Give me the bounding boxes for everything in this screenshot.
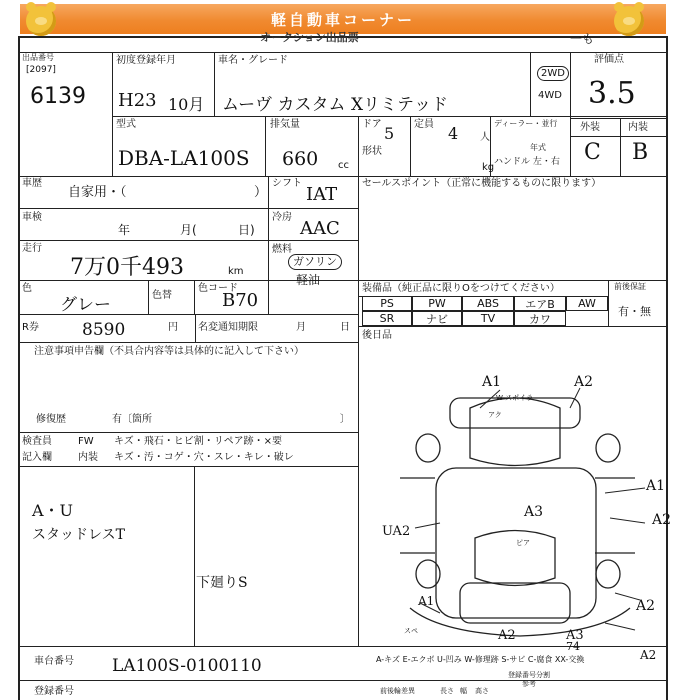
shift-value: IAT (306, 184, 338, 205)
mileage-unit: km (228, 266, 244, 277)
inspector-label: 検査員 (22, 436, 52, 447)
fuel-diesel: 軽油 (296, 273, 321, 287)
diag-small-ak: アク (488, 411, 502, 419)
history-value: 自家用・（ (68, 185, 127, 200)
lot-sub-number: [2097] (26, 65, 56, 75)
bottom-partial-2: 長さ (440, 687, 454, 695)
interior-label: 内装 (628, 122, 648, 133)
drive-4wd: 4WD (538, 90, 562, 101)
mileage-value: 7万0千493 (70, 255, 184, 280)
bottom-partial-4: 高さ (475, 687, 489, 695)
chassis-label: 車台番号 (34, 656, 74, 667)
fw-head: FW (78, 436, 94, 447)
inspection-month: 月( (180, 223, 197, 237)
color-change-label: 色替 (152, 290, 172, 301)
bear-left-icon (26, 6, 56, 36)
doors-label: ドア (362, 119, 382, 130)
change-date-label: 名変通知期限 (198, 322, 258, 333)
equip-abs: ABS (462, 296, 514, 311)
rating-label: 評価点 (594, 54, 624, 65)
weight-unit: kg (482, 162, 495, 173)
fuel-label: 燃料 (272, 244, 292, 255)
lot-number: 6139 (30, 84, 86, 109)
exterior-grade: C (584, 140, 601, 165)
mark-a2-lower-right: A2 (636, 598, 656, 614)
rating-value: 3.5 (588, 76, 636, 111)
sales-point-label: セールスポイント（正常に機能するものに限ります） (362, 178, 602, 189)
sheet-partial-title: オークション出品票 (260, 31, 359, 44)
warranty-label: 前後保証 (614, 282, 646, 291)
capacity-value: 4 (448, 124, 459, 143)
inspection-label: 車検 (22, 212, 42, 223)
interior-head: 内装 (78, 452, 98, 463)
mark-a2-rear: A2 (640, 648, 657, 662)
history-label: 車歴 (22, 178, 42, 189)
bottom-partial-5: 登録番号分割 (508, 671, 550, 679)
equipment-label: 装備品（純正品に限りOをつけてください） (362, 283, 560, 294)
model-label: 車名・グレード (218, 55, 288, 66)
mark-a2-right: A2 (652, 512, 672, 528)
damage-legend: A-キズ E-エクボ U-凹み W-修理跡 S-サビ C-腐食 XX-交換 (376, 655, 585, 664)
diag-small-spoiler: W-スポイラ (496, 394, 534, 402)
type-value: DBA-LA100S (118, 146, 250, 170)
bottom-partial-1: 前後輪差異 (380, 687, 415, 695)
repair-close: 〕 (340, 414, 350, 425)
doors-value: 5 (384, 124, 395, 143)
equip-airbag: エアB (514, 296, 566, 311)
displacement-unit: cc (338, 160, 349, 171)
mark-a3-bottom: A3 (566, 628, 584, 643)
mark-a2-bottom: A2 (498, 628, 516, 643)
dealer-label: ディーラー・並行 (494, 119, 558, 128)
equip-aw: AW (566, 296, 608, 311)
note-au: A・U (32, 501, 74, 520)
cooler-label: 冷房 (272, 212, 292, 223)
capacity-label: 定員 (414, 119, 434, 130)
warranty-value: 有・無 (618, 305, 651, 318)
lot-label: 出品番号 (22, 53, 54, 62)
mark-ua2-left: UA2 (382, 524, 411, 539)
top-right-note: 一も (570, 32, 595, 46)
shape-label: 形状 (362, 146, 382, 157)
registration-month: 10月 (168, 95, 205, 114)
displacement-label: 排気量 (270, 119, 300, 130)
entry-label: 記入欄 (22, 452, 52, 463)
mark-a1-lower-left: A1 (418, 594, 435, 608)
diag-small-pia: ピア (516, 539, 530, 547)
bottom-partial-6: 参考 (522, 680, 536, 688)
capacity-unit: 人 (480, 132, 490, 143)
type-label: 型式 (116, 119, 136, 130)
history-close: ） (254, 185, 268, 200)
handle-label: ハンドル 左・右 (494, 157, 560, 167)
recycle-label: R券 (22, 322, 39, 333)
exterior-label: 外装 (580, 122, 600, 133)
year-label: 年式 (530, 143, 546, 152)
inspection-year: 年 (118, 223, 131, 237)
color-code-label: 色コード (198, 283, 238, 294)
recycle-value: 8590 (82, 320, 126, 340)
color-label: 色 (22, 283, 32, 294)
interior-items: キズ・汚・コゲ・穴・スレ・キレ・破レ (114, 452, 294, 463)
registration-number-label: 登録番号 (34, 686, 74, 697)
color-code: B70 (222, 290, 259, 311)
mark-a1-top: A1 (482, 374, 502, 390)
equip-pw: PW (412, 296, 462, 311)
drive-2wd: 2WD (537, 66, 569, 81)
note-undercarriage: 下廻りS (196, 575, 248, 591)
color-value: グレー (60, 295, 111, 315)
equip-ps: PS (362, 296, 412, 311)
banner-title: 軽自動車コーナー (270, 10, 415, 29)
repair-value: 有〔箇所 (112, 414, 152, 425)
diag-small-74: 74 (566, 640, 580, 653)
notes-label: 注意事項申告欄（不具合内容等は具体的に記入して下さい） (34, 346, 304, 357)
equip-leather: カワ (514, 311, 566, 326)
interior-grade: B (632, 140, 649, 165)
model-value: ムーヴ カスタム Xリミテッド (222, 95, 449, 115)
recycle-unit: 円 (168, 322, 178, 333)
equip-tv: TV (462, 311, 514, 326)
after-label: 後日品 (362, 330, 392, 341)
fw-items: キズ・飛石・ヒビ割・リペア跡・×要 (114, 436, 282, 447)
registration-year: H23 (118, 90, 157, 111)
bear-right-icon (614, 6, 644, 36)
mark-a3-roof: A3 (524, 504, 544, 520)
displacement-value: 660 (282, 148, 319, 170)
inspection-day: 日) (238, 223, 255, 237)
repair-label: 修復歴 (36, 414, 66, 425)
registration-label: 初度登録年月 (116, 55, 176, 66)
equip-sr: SR (362, 311, 412, 326)
mark-a1-right: A1 (646, 478, 666, 494)
change-month: 月 (296, 322, 306, 333)
equip-navi: ナビ (412, 311, 462, 326)
diag-small-spare: スペ (404, 627, 418, 635)
mark-a2-top: A2 (574, 374, 594, 390)
mileage-label: 走行 (22, 243, 42, 254)
note-studless: スタッドレスT (32, 527, 125, 543)
chassis-value: LA100S-0100110 (112, 656, 262, 676)
fuel-gasoline: ガソリン (288, 254, 342, 270)
shift-label: シフト (272, 178, 302, 189)
bottom-partial-3: 幅 (460, 687, 467, 695)
cooler-value: AAC (300, 218, 340, 239)
change-day: 日 (340, 322, 350, 333)
